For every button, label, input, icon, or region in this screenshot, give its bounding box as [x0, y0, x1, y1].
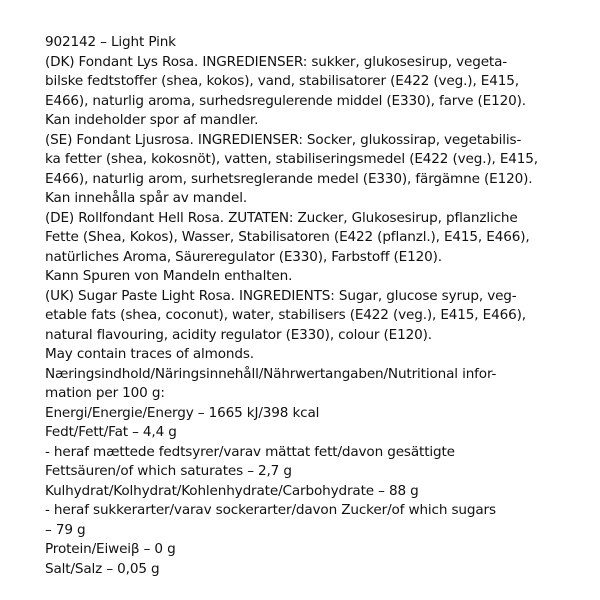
- de-ingredients-line-1: (DE) Rollfondant Hell Rosa. ZUTATEN: Zucker, Glukosesirup, pflanzliche: [45, 209, 518, 226]
- uk-ingredients-line-3: natural flavouring, acidity regulator (E330), colour (E120).: [45, 326, 432, 343]
- dk-ingredients-line-3: E466), naturlig aroma, surhedsregulerende middel (E330), farve (E120).: [45, 92, 526, 109]
- nutrition-sugars-line-1: - heraf sukkerarter/varav sockerarter/davon Zucker/of which sugars: [45, 502, 496, 518]
- nutrition-carbohydrate-line: Kulhydrat/Kolhydrat/Kohlenhydrate/Carbohydrate – 88 g: [45, 482, 419, 499]
- uk-ingredients-line-1: (UK) Sugar Paste Light Rosa. INGREDIENTS: Sugar, glucose syrup, veg-: [45, 287, 517, 304]
- de-ingredients-line-2: Fette (Shea, Kokos), Wasser, Stabilisatoren (E422 (pflanzl.), E415, E466),: [45, 229, 530, 245]
- dk-allergen-line: Kan indeholder spor af mandler.: [45, 112, 259, 128]
- se-allergen-line: Kan innehålla spår av mandel.: [45, 190, 248, 206]
- nutrition-energy-line: Energi/Energie/Energy – 1665 kJ/398 kcal: [45, 404, 320, 421]
- uk-allergen-line: May contain traces of almonds.: [45, 346, 254, 362]
- uk-ingredients-line-2: etable fats (shea, coconut), water, stabilisers (E422 (veg.), E415, E466),: [45, 307, 526, 323]
- product-code-line: 902142 – Light Pink: [45, 34, 176, 50]
- se-ingredients-line-3: E466), naturlig arom, surhetsreglerande medel (E330), färgämne (E120).: [45, 170, 533, 187]
- nutrition-fat-line: Fedt/Fett/Fat – 4,4 g: [45, 424, 177, 440]
- nutrition-sugars-line-2: – 79 g: [45, 521, 86, 538]
- nutrition-saturates-line-2: Fettsäuren/of which saturates – 2,7 g: [45, 463, 292, 479]
- dk-ingredients-line-1: (DK) Fondant Lys Rosa. INGREDIENSER: sukker, glukosesirup, vegeta-: [45, 53, 508, 70]
- nutrition-salt-line: Salt/Salz – 0,05 g: [45, 560, 160, 577]
- se-ingredients-line-1: (SE) Fondant Ljusrosa. INGREDIENSER: Socker, glukossirap, vegetabilis-: [45, 131, 522, 148]
- nutrition-heading-line-2: mation per 100 g:: [45, 385, 165, 401]
- dk-ingredients-line-2: bilske fedtstoffer (shea, kokos), vand, stabilisatorer (E422 (veg.), E415,: [45, 73, 519, 89]
- de-ingredients-line-3: natürliches Aroma, Säureregulator (E330), Farbstoff (E120).: [45, 248, 442, 265]
- product-label-text: [45, 33, 575, 579]
- nutrition-protein-line: Protein/Eiweiβ – 0 g: [45, 541, 176, 557]
- nutrition-saturates-line-1: - heraf mættede fedtsyrer/varav mättat fett/davon gesättigte: [45, 443, 455, 460]
- nutrition-heading-line-1: Næringsindhold/Näringsinnehåll/Nährwertangaben/Nutritional infor-: [45, 365, 497, 382]
- de-allergen-line: Kann Spuren von Mandeln enthalten.: [45, 268, 293, 284]
- se-ingredients-line-2: ka fetter (shea, kokosnöt), vatten, stabiliseringsmedel (E422 (veg.), E415,: [45, 151, 538, 167]
